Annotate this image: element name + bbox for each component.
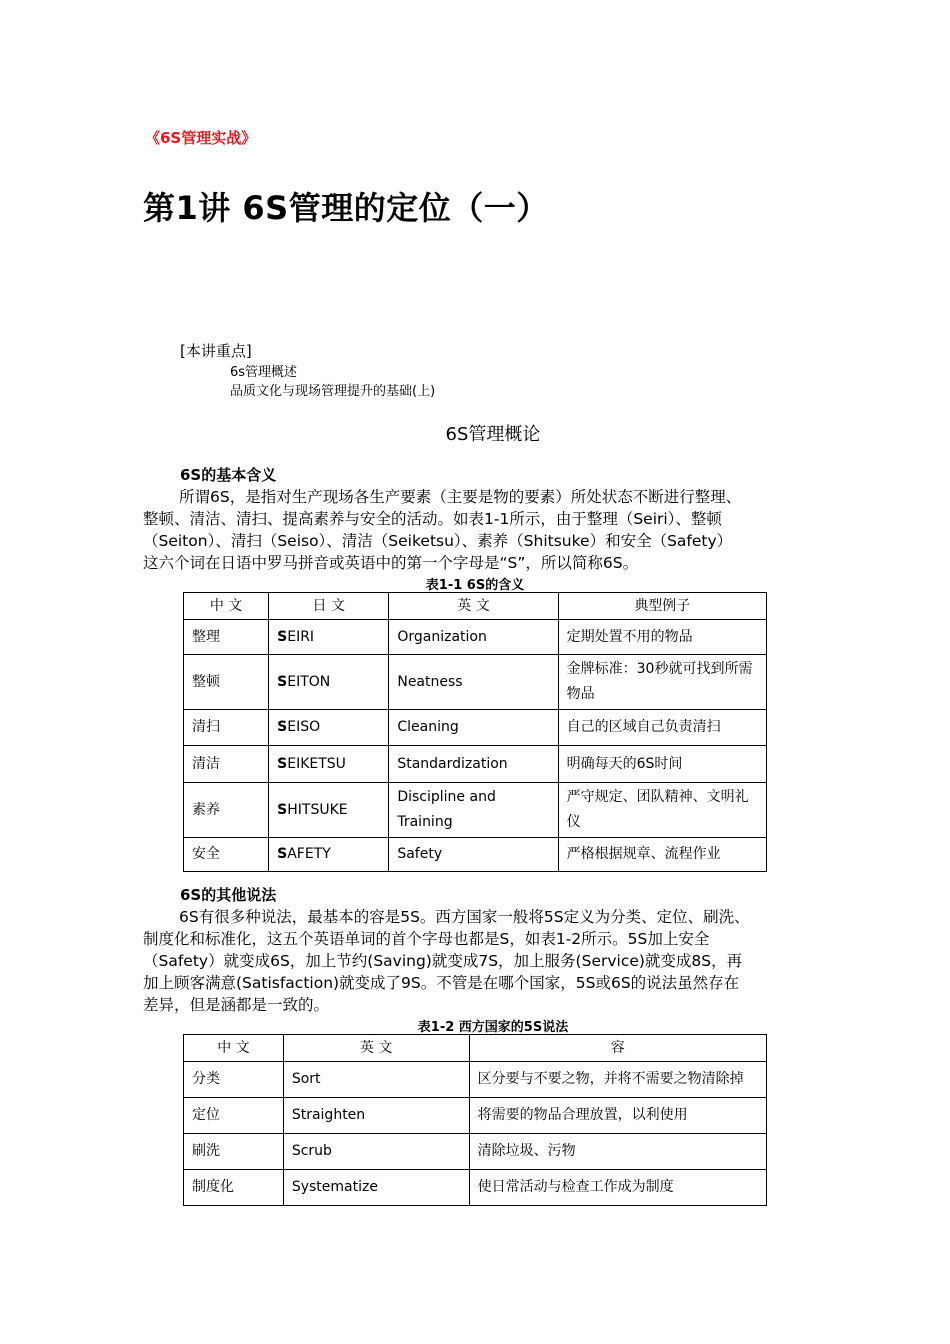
table1-caption: 表1-1 6S的含义	[425, 578, 525, 593]
cell-chinese: 制度化	[184, 1170, 284, 1206]
cell-japanese	[269, 620, 389, 655]
column-header: 典型例子	[558, 593, 766, 620]
table-6s-meaning	[183, 592, 767, 872]
table-row	[184, 1062, 767, 1098]
cell-chinese: 整顿	[184, 655, 269, 710]
table-row	[184, 746, 767, 783]
basic-heading: 6S的基本含义	[180, 466, 277, 484]
cell-chinese: 分类	[184, 1062, 284, 1098]
romaji-rest: EIRI	[287, 628, 315, 645]
romaji-rest: EITON	[287, 673, 331, 690]
cell-example: 严格根据规章、流程作业	[558, 838, 766, 872]
cell-english: Standardization	[389, 746, 558, 783]
paragraph-line: 差异，但是涵都是一致的。	[143, 996, 330, 1014]
cell-chinese: 定位	[184, 1098, 284, 1134]
cell-english: Sort	[283, 1062, 469, 1098]
cell-chinese: 清洁	[184, 746, 269, 783]
cell-example: 严守规定、团队精神、文明礼仪	[558, 783, 766, 838]
table-row	[184, 710, 767, 746]
initial-letter: S	[277, 801, 288, 818]
cell-english: Neatness	[389, 655, 558, 710]
initial-letter: S	[277, 673, 288, 690]
cell-chinese: 整理	[184, 620, 269, 655]
cell-japanese	[269, 783, 389, 838]
romaji-rest: HITSUKE	[287, 801, 348, 818]
table-row	[184, 838, 767, 872]
romaji-rest: EISO	[287, 719, 321, 735]
series-title: 《6S管理实战》	[145, 129, 257, 147]
basic-paragraph	[143, 486, 823, 574]
column-header: 容	[469, 1035, 766, 1062]
cell-example: 金牌标准：30秒就可找到所需物品	[558, 655, 766, 710]
column-header: 英 文	[389, 593, 558, 620]
paragraph-line: 整顿、清洁、清扫、提高素养与安全的活动。如表1-1所示，由于整理（Seiri）、整顿	[143, 510, 722, 528]
cell-chinese: 刷洗	[184, 1134, 284, 1170]
paragraph-line: 所谓6S，是指对生产现场各生产要素（主要是物的要素）所处状态不断进行整理、	[179, 488, 742, 506]
cell-example: 明确每天的6S时间	[558, 746, 766, 783]
table-header-row	[184, 593, 767, 620]
cell-english: Safety	[389, 838, 558, 872]
initial-letter: S	[277, 846, 288, 862]
table-row	[184, 620, 767, 655]
column-header: 中 文	[184, 593, 269, 620]
cell-japanese	[269, 746, 389, 783]
cell-content: 将需要的物品合理放置，以利使用	[469, 1098, 766, 1134]
cell-japanese	[269, 655, 389, 710]
cell-content: 清除垃圾、污物	[469, 1134, 766, 1170]
keypoint-item: 6s管理概述	[230, 365, 298, 380]
keypoint-item: 品质文化与现场管理提升的基础(上)	[230, 384, 436, 399]
table-row	[184, 1170, 767, 1206]
paragraph-line: 这六个词在日语中罗马拼音或英语中的第一个字母是“S”，所以简称6S。	[143, 554, 639, 572]
cell-english: Systematize	[283, 1170, 469, 1206]
initial-letter: S	[277, 755, 288, 772]
romaji-rest: EIKETSU	[287, 755, 346, 772]
paragraph-line: 6S有很多种说法，最基本的容是5S。西方国家一般将5S定义为分类、定位、刷洗、	[179, 908, 750, 926]
table-header-row	[184, 1035, 767, 1062]
table-row	[184, 655, 767, 710]
column-header: 中 文	[184, 1035, 284, 1062]
initial-letter: S	[277, 628, 288, 645]
romaji-rest: AFETY	[287, 846, 331, 862]
cell-content: 区分要与不要之物，并将不需要之物清除掉	[469, 1062, 766, 1098]
cell-english: Discipline and Training	[389, 783, 558, 838]
cell-example: 自己的区域自己负责清扫	[558, 710, 766, 746]
table-row	[184, 1134, 767, 1170]
column-header: 英 文	[283, 1035, 469, 1062]
cell-english: Cleaning	[389, 710, 558, 746]
cell-japanese	[269, 838, 389, 872]
table-row	[184, 783, 767, 838]
cell-english: Straighten	[283, 1098, 469, 1134]
cell-japanese	[269, 710, 389, 746]
cell-chinese: 素养	[184, 783, 269, 838]
cell-english: Organization	[389, 620, 558, 655]
initial-letter: S	[277, 719, 288, 735]
lecture-title: 第1讲 6S管理的定位（一）	[143, 189, 549, 227]
table2-caption: 表1-2 西方国家的5S说法	[417, 1020, 569, 1035]
cell-english: Scrub	[283, 1134, 469, 1170]
paragraph-line: 制度化和标准化，这五个英语单词的首个字母也都是S，如表1-2所示。5S加上安全	[143, 930, 710, 948]
other-paragraph	[143, 906, 823, 1016]
keypoints-label: [本讲重点]	[180, 342, 252, 360]
cell-example: 定期处置不用的物品	[558, 620, 766, 655]
paragraph-line: 加上顾客满意(Satisfaction)就变成了9S。不管是在哪个国家，5S或6S的说法虽然存在	[143, 974, 740, 992]
cell-chinese: 清扫	[184, 710, 269, 746]
column-header: 日 文	[269, 593, 389, 620]
table-row	[184, 1098, 767, 1134]
section-title: 6S管理概论	[445, 424, 541, 445]
cell-content: 使日常活动与检查工作成为制度	[469, 1170, 766, 1206]
table-western-5s	[183, 1034, 767, 1206]
paragraph-line: （Seiton）、清扫（Seiso）、清洁（Seiketsu）、素养（Shitsuke）和安全（Safety）	[143, 532, 733, 550]
cell-chinese: 安全	[184, 838, 269, 872]
paragraph-line: （Safety）就变成6S，加上节约(Saving)就变成7S，加上服务(Service)就变成8S，再	[143, 952, 743, 970]
other-heading: 6S的其他说法	[180, 886, 277, 904]
